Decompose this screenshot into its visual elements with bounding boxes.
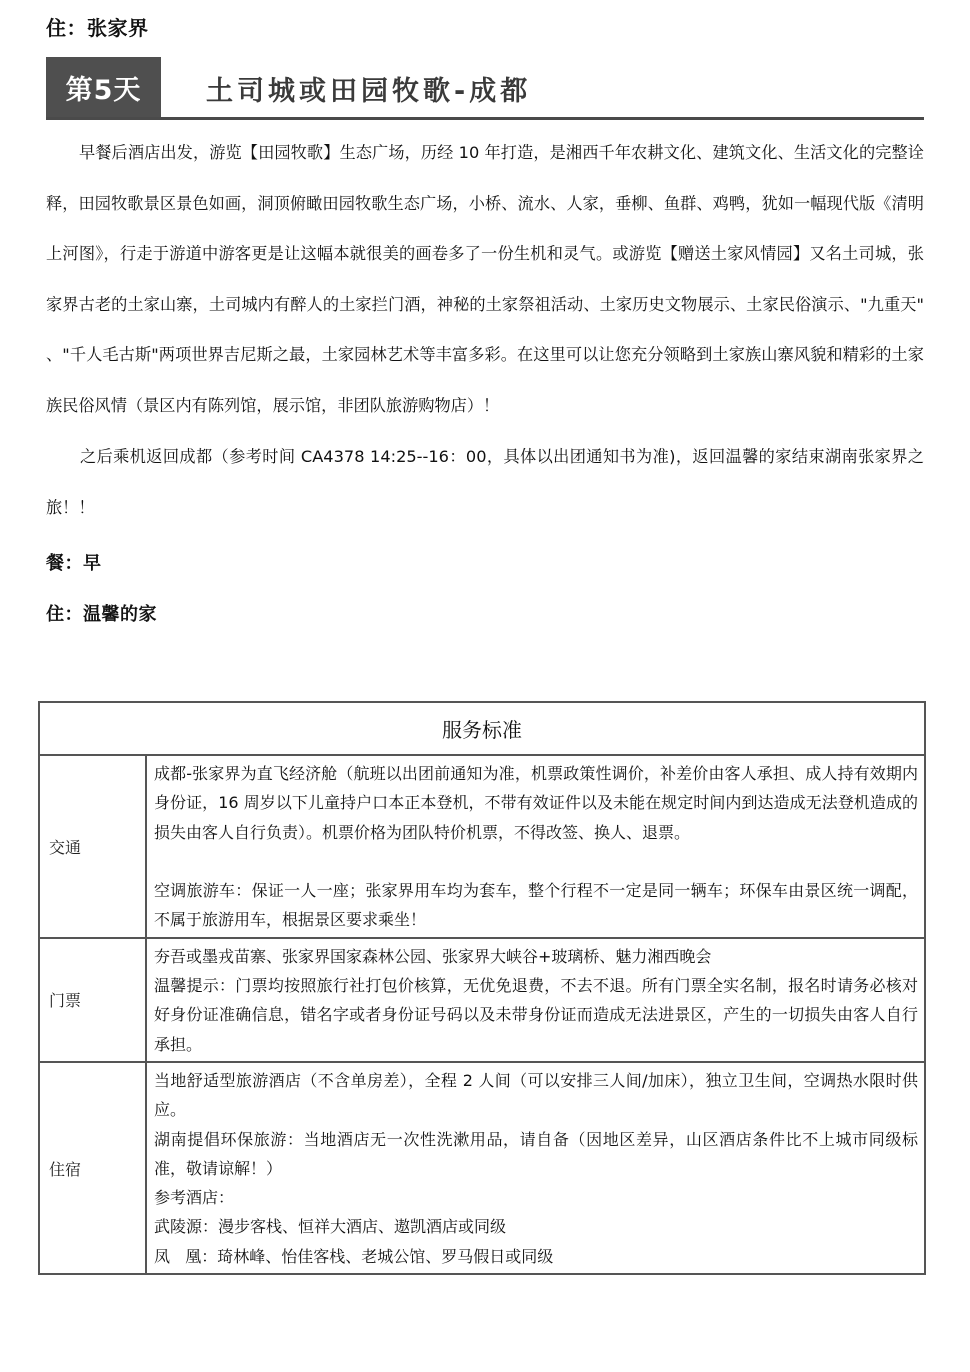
previous-day-stay: 住：张家界 (46, 16, 149, 40)
day-header (46, 57, 924, 119)
day-badge: 第5天 (46, 57, 161, 117)
itinerary-paragraph-2: 之后乘机返回成都（参考时间 CA4378 14:25--16：00，具体以出团通知书为准)，返回温馨的家结束湖南张家界之旅！！ (46, 447, 924, 517)
tickets-sites-text: 夯吾或墨戎苗寨、张家界国家森林公园、张家界大峡谷+玻璃桥、魅力湘西晚会 (154, 946, 712, 966)
accommodation-eco-text: 湖南提倡环保旅游：当地酒店无一次性洗漱用品，请自备（因地区差异，山区酒店条件比不上城市同级标准，敬请谅解！） (154, 1129, 918, 1178)
transport-bus-text: 空调旅游车：保证一人一座；张家界用车均为套车，整个行程不一定是同一辆车；环保车由景区统一调配，不属于旅游用车，根据景区要求乘坐！ (154, 881, 918, 930)
content-accommodation (146, 1062, 925, 1274)
meals-label: 餐：早 (46, 553, 102, 574)
accommodation-wulingyuan-hotels: 武陵源：漫步客栈、恒祥大酒店、遨凯酒店或同级 (154, 1217, 507, 1237)
day-title: 土司城或田园牧歌-成都 (206, 76, 532, 107)
accommodation-hotel-text: 当地舒适型旅游酒店（不含单房差），全程 2 人间（可以安排三人间/加床），独立卫生间，空调热水限时供应。 (154, 1070, 918, 1120)
table-row-transport (39, 755, 925, 938)
category-tickets: 门票 (39, 938, 146, 1062)
stay-label: 住：温馨的家 (46, 604, 157, 625)
content-transport (146, 755, 925, 938)
transport-flight-text: 成都-张家界为直飞经济舱（航班以出团前通知为准，机票政策性调价，补差价由客人承担、成人持有效期内身份证，16 周岁以下儿童持户口本正本登机，不带有效证件以及未能在规定时间内到达造成无法登机造成的损失由客人自行负责）。机票价格为团队特价机票，不得改签、换人、退票。 (154, 764, 918, 842)
category-accommodation: 住宿 (39, 1062, 146, 1274)
blank-line (154, 847, 918, 876)
accommodation-reference-label: 参考酒店： (154, 1188, 235, 1208)
accommodation-fenghuang-hotels: 凤 凰：琦林峰、怡佳客栈、老城公馆、罗马假日或同级 (154, 1246, 554, 1266)
day-header-rule (46, 117, 924, 120)
content-tickets (146, 938, 925, 1062)
table-row-accommodation (39, 1062, 925, 1274)
table-row-tickets (39, 938, 925, 1062)
service-standard-title: 服务标准 (39, 702, 925, 755)
itinerary-paragraph-1: 早餐后酒店出发，游览【田园牧歌】生态广场，历经 10 年打造，是湘西千年农耕文化、建筑文化、生活文化的完整诠释，田园牧歌景区景色如画，洞顶俯瞰田园牧歌生态广场，小桥、流水、人家，垂柳、鱼群、鸡鸭，犹如一幅现代版《清明上河图》，行走于游道中游客更是让这幅本就很美的画卷多了一份生机和灵气。或游览【赠送土家风情园】又名土司城，张家界古老的土家山寨，土司城内有醉人的土家拦门酒，神秘的土家祭祖活动、土家历史文物展示、土家民俗演示、"九重天" 、"千人毛古斯"两项世界吉尼斯之最，土家园林艺术等丰富多彩。在这里可以让您充分领略到土家族山寨风貌和精彩的土家族民俗风情（景区内有陈列馆，展示馆，非团队旅游购物店）！ (46, 143, 924, 415)
tickets-notice-text: 温馨提示：门票均按照旅行社打包价核算，无优免退费，不去不退。所有门票全实名制，报名时请务必核对好身份证准确信息，错名字或者身份证号码以及未带身份证而造成无法进景区，产生的一切损失由客人自行承担。 (154, 976, 918, 1054)
service-standard-table (38, 701, 926, 1275)
category-transport: 交通 (39, 755, 146, 938)
